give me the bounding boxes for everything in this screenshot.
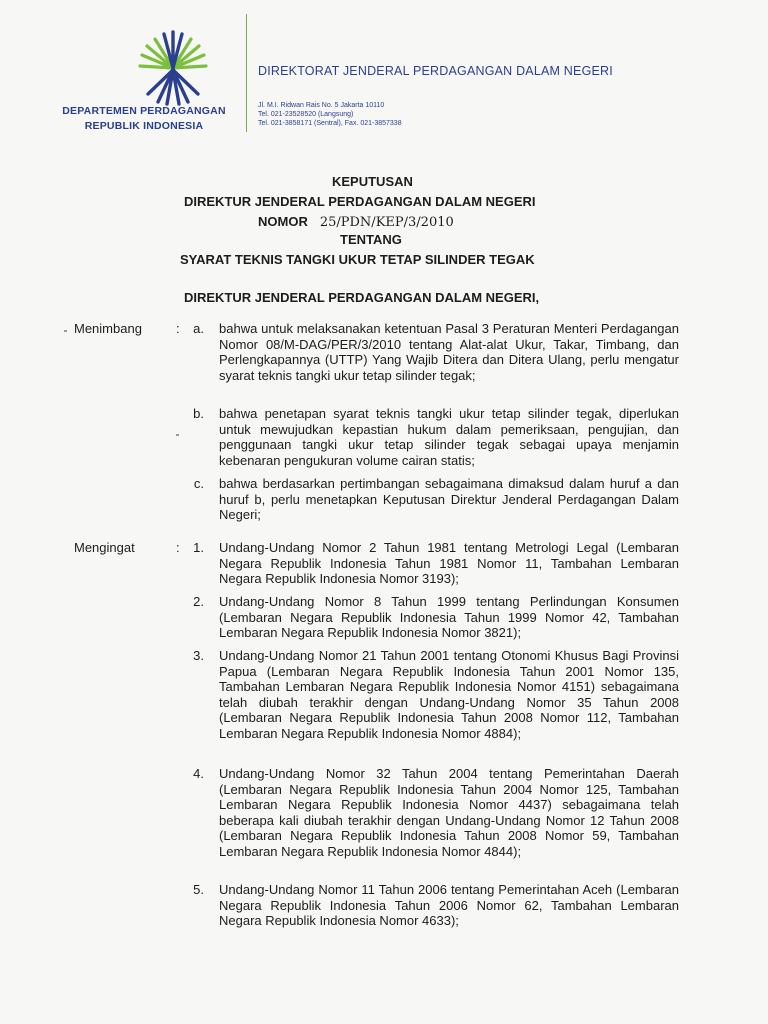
scan-speck <box>64 330 67 332</box>
mengingat-mark-2: 2. <box>193 594 204 609</box>
menimbang-mark-c: c. <box>193 476 204 491</box>
department-name <box>56 104 232 134</box>
scan-speck <box>176 434 179 436</box>
title-authority: DIREKTUR JENDERAL PERDAGANGAN DALAM NEGERI, <box>184 290 540 305</box>
mengingat-colon: : <box>176 540 180 555</box>
mengingat-item-1: Undang-Undang Nomor 2 Tahun 1981 tentang Metrologi Legal (Lembaran Negara Republik Indonesia Tahun 1981 Nomor 11, Tambahan Lembaran Negara Republik Indonesia Nomor 3193); <box>219 540 679 586</box>
mengingat-item-2: Undang-Undang Nomor 8 Tahun 1999 tentang Perlindungan Konsumen (Lembaran Negara Republik Indonesia Tahun 1999 Nomor 42, Tambahan Lembaran Negara Republik Indonesia Nomor 3821); <box>219 594 679 640</box>
title-issuer: DIREKTUR JENDERAL PERDAGANGAN DALAM NEGERI <box>184 194 536 209</box>
mengingat-mark-1: 1. <box>193 540 204 555</box>
address-block <box>258 101 402 128</box>
menimbang-item-b: bahwa penetapan syarat teknis tangki ukur tetap silinder tegak, diperlukan untuk mewujudkan kepastian hukum dalam pemeriksaan, pengujian, dan penggunaan tangki ukur tetap silinder tegak sebagai upaya menjamin kebenaran pengukuran volume cairan statis; <box>219 406 679 468</box>
menimbang-colon: : <box>176 321 180 336</box>
menimbang-item-a: bahwa untuk melaksanakan ketentuan Pasal 3 Peraturan Menteri Perdagangan Nomor 08/M-DAG/PER/3/2010 tentang Alat-alat Ukur, Takar, Timbang, dan Perlengkapannya (UTTP) Yang Wajib Ditera dan Ditera Ulang, perlu mengatur syarat teknis tangki ukur tetap silinder tegak; <box>219 321 679 383</box>
department-name-line1: DEPARTEMEN PERDAGANGAN <box>62 105 226 117</box>
mengingat-item-3: Undang-Undang Nomor 21 Tahun 2001 tentang Otonomi Khusus Bagi Provinsi Papua (Lembaran Negara Republik Indonesia Tahun 2001 Nomor 135, Tambahan Lembaran Negara Republik Indonesia Nomor 4151) sebagaimana telah diubah terakhir dengan Undang-Undang Nomor 35 Tahun 2008 (Lembaran Negara Republik Indonesia Tahun 2008 Nomor 112, Tambahan Lembaran Negara Republik Indonesia Nomor 4884); <box>219 648 679 741</box>
title-subject: SYARAT TEKNIS TANGKI UKUR TETAP SILINDER TEGAK <box>180 252 535 267</box>
mengingat-mark-5: 5. <box>193 882 204 897</box>
menimbang-item-c: bahwa berdasarkan pertimbangan sebagaimana dimaksud dalam huruf a dan huruf b, perlu menetapkan Keputusan Direktur Jenderal Perdagangan Dalam Negeri; <box>219 476 679 522</box>
nomor-label: NOMOR <box>258 214 308 229</box>
menimbang-mark-a: a. <box>193 321 204 336</box>
organization-title: DIREKTORAT JENDERAL PERDAGANGAN DALAM NEGERI <box>258 64 613 78</box>
address-line1: Jl. M.I. Ridwan Rais No. 5 Jakarta 10110 <box>258 102 385 109</box>
department-name-line2: REPUBLIK INDONESIA <box>84 120 204 132</box>
department-logo-icon <box>132 28 214 106</box>
mengingat-mark-3: 3. <box>193 648 204 663</box>
letterhead-divider <box>246 14 247 132</box>
mengingat-item-5: Undang-Undang Nomor 11 Tahun 2006 tentang Pemerintahan Aceh (Lembaran Negara Republik Indonesia Tahun 2006 Nomor 62, Tambahan Lembaran Negara Republik Indonesia Nomor 4633); <box>219 882 679 928</box>
nomor-value: 25/PDN/KEP/3/2010 <box>319 215 454 230</box>
address-line2: Tel. 021-23528520 (Langsung) <box>258 111 354 118</box>
mengingat-mark-4: 4. <box>193 766 204 781</box>
title-keputusan: KEPUTUSAN <box>332 174 413 189</box>
address-line3: Tel. 021-3858171 (Sentral), Fax. 021-3857338 <box>258 120 402 127</box>
title-tentang: TENTANG <box>340 232 402 247</box>
title-number <box>258 214 454 230</box>
menimbang-mark-b: b. <box>193 406 204 421</box>
mengingat-label: Mengingat <box>74 540 135 555</box>
menimbang-label: Menimbang <box>74 321 142 336</box>
mengingat-item-4: Undang-Undang Nomor 32 Tahun 2004 tentang Pemerintahan Daerah (Lembaran Negara Republik Indonesia Tahun 2004 Nomor 125, Tambahan Lembaran Negara Republik Indonesia Nomor 4437) sebagaimana telah beberapa kali diubah terakhir dengan Undang-Undang Nomor 12 Tahun 2008 (Lembaran Negara Republik Indonesia Tahun 2008 Nomor 59, Tambahan Lembaran Negara Republik Indonesia Nomor 4844); <box>219 766 679 859</box>
